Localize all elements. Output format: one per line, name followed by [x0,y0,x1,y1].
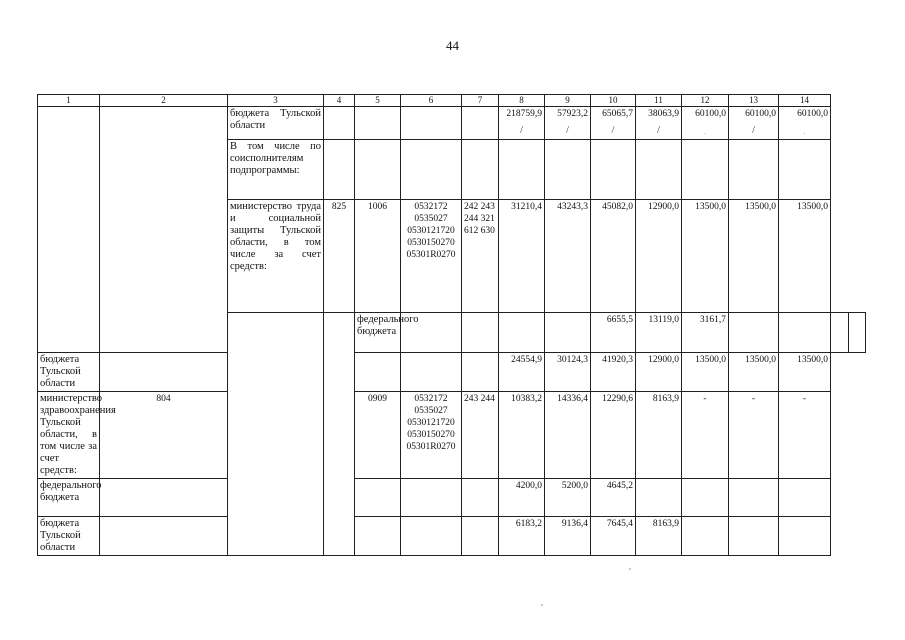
cell [100,353,228,392]
cell [682,140,729,200]
row-desc: министерство здравоохранения Тульской области, в том числе за счет средств: [38,392,100,479]
cell: 825 [324,200,355,313]
check-mark: / [566,125,569,136]
cell [682,517,729,556]
value-cell: 24554,9 [499,353,545,392]
cell [779,313,831,353]
kvr-codes: 242 243 244 321 612 630 [462,200,499,313]
check-mark: / [657,125,660,136]
table-row [38,479,866,517]
kbk-codes: 0532172 0535027 0530121720 0530150270 05301R0270 [401,200,462,313]
value-cell: 12900,0 [636,200,682,313]
value-cell: 6183,2 [499,517,545,556]
cell [831,313,849,353]
cell [545,313,591,353]
cell [462,353,499,392]
value-cell [499,107,545,140]
header-cell: 10 [591,95,636,107]
header-cell: 3 [228,95,324,107]
header-cell: 8 [499,95,545,107]
value: 218759,9 [506,109,542,119]
value-cell: 14336,4 [545,392,591,479]
cell [355,353,401,392]
value-cell: 12900,0 [636,353,682,392]
value-cell: 31210,4 [499,200,545,313]
cell [729,313,779,353]
cell [462,517,499,556]
value-cell: 8163,9 [636,517,682,556]
value-cell: 6655,5 [591,313,636,353]
value-cell: 13500,0 [682,353,729,392]
table-row [38,107,866,140]
value: 65065,7 [602,109,633,119]
cell [729,479,779,517]
page-number: 44 [446,38,459,53]
value-cell: 4645,2 [591,479,636,517]
cell: 804 [100,392,228,479]
budget-table [37,94,866,556]
value-cell: 9136,4 [545,517,591,556]
table-row [38,517,866,556]
cell [462,313,499,353]
cell [545,140,591,200]
cell [462,479,499,517]
row-desc: министерство труда и социальной защиты Тульской области, в том числе за счет средств: [228,200,324,313]
header-cell: 7 [462,95,499,107]
header-cell: 5 [355,95,401,107]
row-desc: бюджета Тульской области [38,517,100,556]
row-desc: федерального бюджета [355,313,401,353]
check-mark: / [752,125,755,136]
dot-mark: . [803,127,806,136]
value: 60100,0 [695,109,726,119]
value-cell [729,107,779,140]
cell [779,140,831,200]
value-cell: - [729,392,779,479]
value-cell [545,107,591,140]
cell [848,313,866,353]
value-cell: 41920,3 [591,353,636,392]
value-cell: 13500,0 [682,200,729,313]
cell [779,479,831,517]
row-desc: бюджета Тульской области [38,353,100,392]
value: 60100,0 [797,109,828,119]
value-cell: - [682,392,729,479]
value-cell: 43243,3 [545,200,591,313]
cell [355,140,401,200]
check-mark: / [520,125,523,136]
value-cell: 30124,3 [545,353,591,392]
cell: 1006 [355,200,401,313]
cell [324,140,355,200]
header-cell: 6 [401,95,462,107]
col2-cell [324,313,355,556]
value-cell [779,107,831,140]
cell [499,140,545,200]
value-cell: 7645,4 [591,517,636,556]
cell [591,140,636,200]
check-mark: / [611,125,615,136]
header-cell: 2 [100,95,228,107]
cell [401,107,462,140]
table-row [38,392,866,479]
value-cell: 4200,0 [499,479,545,517]
value-cell [636,107,682,140]
cell [636,479,682,517]
value-cell: 13500,0 [779,200,831,313]
value-cell: 13500,0 [729,200,779,313]
cell [779,517,831,556]
scan-speck [629,568,631,570]
value-cell: 8163,9 [636,392,682,479]
value-cell: 13500,0 [729,353,779,392]
cell [462,140,499,200]
value-cell: 13500,0 [779,353,831,392]
header-cell: 13 [729,95,779,107]
value-cell: 5200,0 [545,479,591,517]
header-cell: 11 [636,95,682,107]
value: 38063,9 [648,109,679,119]
dot-mark: . [704,127,706,136]
col1-cell [228,313,324,556]
cell [401,353,462,392]
cell: 0909 [355,392,401,479]
row-desc: федерального бюджета [38,479,100,517]
value-cell: 45082,0 [591,200,636,313]
value: 57923,2 [557,109,588,119]
table-row [38,353,866,392]
header-cell: 9 [545,95,591,107]
cell [355,517,401,556]
col2-cell [100,107,228,353]
header-row [38,95,866,107]
cell [355,107,401,140]
col1-cell [38,107,100,353]
value-cell: 3161,7 [682,313,729,353]
cell [729,517,779,556]
cell [100,479,228,517]
value: 60100,0 [745,109,776,119]
cell [355,479,401,517]
cell [401,479,462,517]
header-cell: 14 [779,95,831,107]
cell [100,517,228,556]
value-cell [682,107,729,140]
cell [729,140,779,200]
value-cell: 10383,2 [499,392,545,479]
cell [636,140,682,200]
value-cell [591,107,636,140]
kvr-codes: 243 244 [462,392,499,479]
row-desc: В том числе по соисполнителям подпрограммы: [228,140,324,200]
value-cell: - [779,392,831,479]
cell [401,517,462,556]
value-cell: 12290,6 [591,392,636,479]
row-desc: бюджета Тульской области [228,107,324,140]
value-cell: 13119,0 [636,313,682,353]
cell [462,107,499,140]
header-cell: 12 [682,95,729,107]
header-cell: 1 [38,95,100,107]
cell [401,140,462,200]
header-cell: 4 [324,95,355,107]
scan-speck [541,604,543,606]
cell [324,107,355,140]
cell [682,479,729,517]
cell [499,313,545,353]
kbk-codes: 0532172 0535027 0530121720 0530150270 05301R0270 [401,392,462,479]
